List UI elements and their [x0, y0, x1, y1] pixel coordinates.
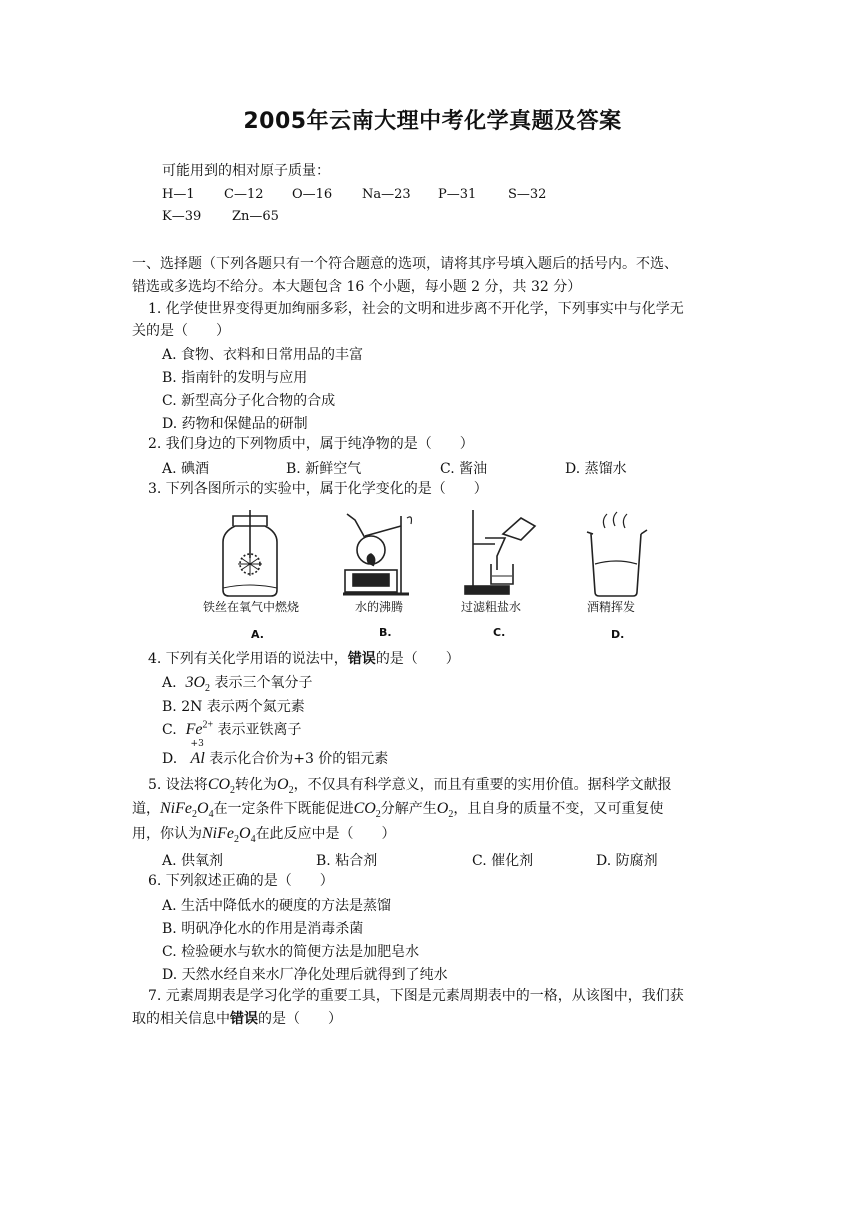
q3-figure — [195, 508, 655, 648]
q4-stem: 4. 下列有关化学用语的说法中，错误的是（ ） — [148, 651, 460, 667]
q4-option-d: D. +3 Al 表示化合价为+3 价的铝元素 — [162, 739, 389, 767]
mass-k: K—39 — [162, 209, 202, 224]
q5-line-2: 道，$NiFe_2O_4$在一定条件下既能促进$CO_2$分解产生$O_2$，且自身的质量不变，又可重复使 — [132, 800, 664, 821]
mass-o: O—16 — [292, 187, 333, 202]
q6-option-b: B. 明矾净化水的作用是消毒杀菌 — [162, 921, 364, 937]
mass-c: C—12 — [224, 187, 264, 202]
q5-option-b: B. 粘合剂 — [316, 853, 378, 869]
masses-intro: 可能用到的相对原子质量： — [162, 163, 330, 179]
q5-option-d: D. 防腐剂 — [596, 853, 658, 869]
q6-stem: 6. 下列叙述正确的是（ ） — [148, 873, 334, 889]
q3-letter-b: B. — [379, 626, 392, 639]
q4-option-a: A. $3O_2$ 表示三个氧分子 — [162, 674, 313, 695]
boiling-flask-icon — [343, 514, 412, 594]
filter-funnel-icon — [465, 510, 535, 594]
mass-h: H—1 — [162, 187, 195, 202]
q3-label-a: 铁丝在氧气中燃烧 — [203, 600, 300, 614]
section-line-2: 错选或多选均不给分。本大题包含 16 个小题，每小题 2 分，共 32 分） — [132, 279, 582, 295]
q2-option-a: A. 碘酒 — [162, 461, 210, 477]
q3-letter-c: C. — [493, 626, 506, 639]
q3-stem: 3. 下列各图所示的实验中，属于化学变化的是（ ） — [148, 481, 488, 497]
experiment-drawings — [195, 508, 655, 600]
q5-option-a: A. 供氧剂 — [162, 853, 224, 869]
valence-mark: +3 — [190, 739, 204, 749]
q6-option-c: C. 检验硬水与软水的简便方法是加肥皂水 — [162, 944, 420, 960]
q3-letter-d: D. — [611, 628, 625, 641]
q1-option-c: C. 新型高分子化合物的合成 — [162, 393, 336, 409]
q2-option-c: C. 酱油 — [440, 461, 488, 477]
q1-option-b: B. 指南针的发明与应用 — [162, 370, 308, 386]
q5-line-3: 用，你认为$NiFe_2O_4$在此反应中是（ ） — [132, 825, 396, 846]
q4-option-c: C. $Fe^{2+}$ 表示亚铁离子 — [162, 719, 302, 738]
q7-line-1: 7. 元素周期表是学习化学的重要工具，下图是元素周期表中的一格，从该图中，我们获 — [148, 988, 684, 1004]
q1-option-a: A. 食物、衣料和日常用品的丰富 — [162, 347, 364, 363]
q4-option-b: B. 2N 表示两个氮元素 — [162, 699, 305, 715]
q3-label-b: 水的沸腾 — [355, 600, 404, 614]
q5-line-1: 5. 设法将$CO_2$转化为$O_2$，不仅具有科学意义，而且有重要的实用价值。据科学文献报 — [148, 776, 672, 797]
q7-line-2: 取的相关信息中错误的是（ ） — [132, 1011, 342, 1027]
mass-zn: Zn—65 — [232, 209, 279, 224]
q1-line-2: 关的是（ ） — [132, 323, 230, 339]
q3-label-c: 过滤粗盐水 — [461, 600, 522, 614]
section-line-1: 一、选择题（下列各题只有一个符合题意的选项，请将其序号填入题后的括号内。不选、 — [132, 256, 678, 272]
mass-p: P—31 — [438, 187, 477, 202]
mass-na: Na—23 — [362, 187, 411, 202]
iron-burning-bottle-icon — [223, 510, 277, 596]
page-title: 2005年云南大理中考化学真题及答案 — [243, 109, 622, 134]
q6-option-a: A. 生活中降低水的硬度的方法是蒸馏 — [162, 898, 392, 914]
q3-letter-a: A. — [251, 628, 264, 641]
q1-line-1: 1. 化学使世界变得更加绚丽多彩，社会的文明和进步离不开化学，下列事实中与化学无 — [148, 301, 684, 317]
q5-option-c: C. 催化剂 — [472, 853, 534, 869]
q6-option-d: D. 天然水经自来水厂净化处理后就得到了纯水 — [162, 967, 448, 983]
q2-option-b: B. 新鲜空气 — [286, 461, 362, 477]
q2-option-d: D. 蒸馏水 — [565, 461, 627, 477]
mass-s: S—32 — [508, 187, 547, 202]
q3-label-d: 酒精挥发 — [587, 600, 636, 614]
q2-stem: 2. 我们身边的下列物质中，属于纯净物的是（ ） — [148, 436, 474, 452]
beaker-icon — [587, 512, 647, 596]
q1-option-d: D. 药物和保健品的研制 — [162, 416, 308, 432]
